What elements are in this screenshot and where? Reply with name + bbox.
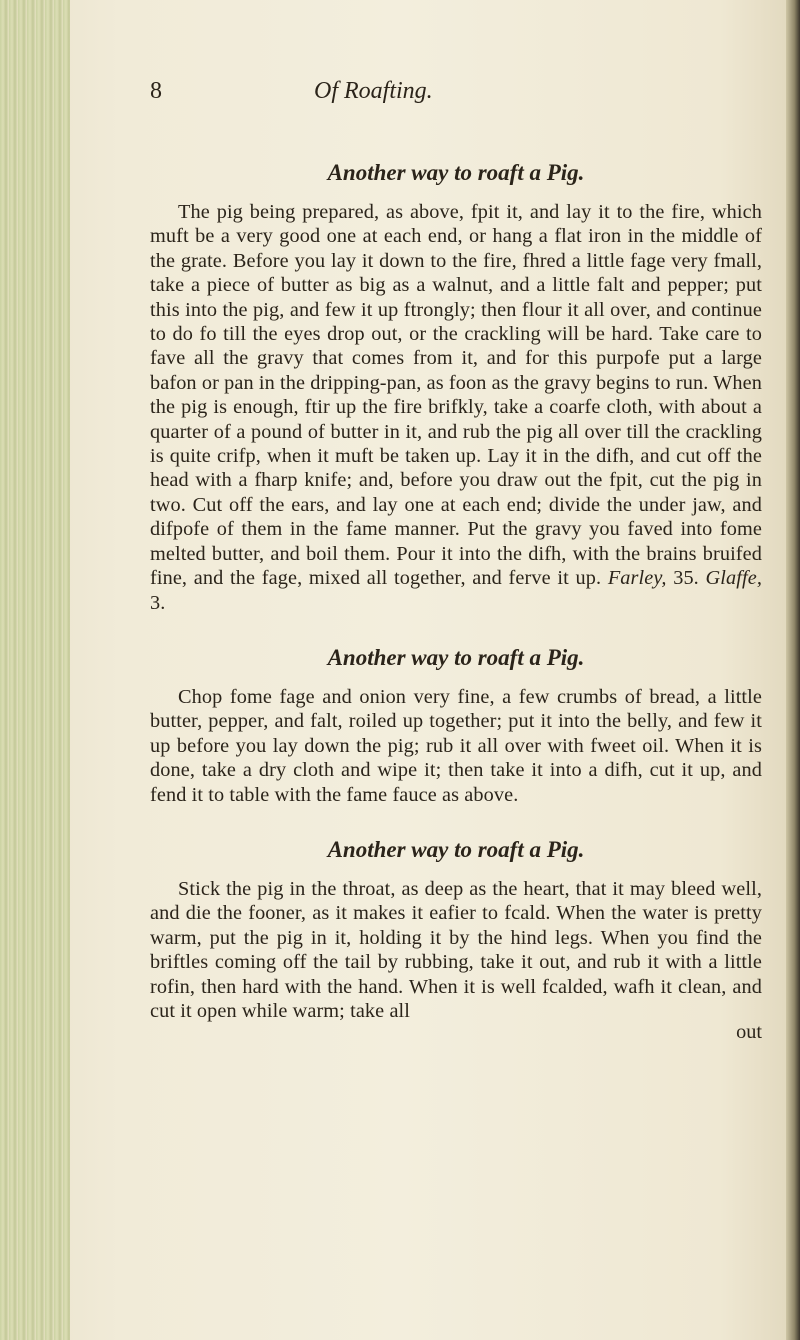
section-body-2: Chop fome fage and onion very fine, a few crumbs of bread, a little butter, pepper, and falt, roiled up together; put it into the belly, and few it up before you lay down the pig; rub it all over with fweet oil. When it is done, take a dry cloth and wipe it; then take it into a difh, cut it up, and fend it to table with the fame fauce as above. — [150, 685, 762, 806]
section-body-1-text: The pig being prepared, as above, fpit it, and lay it to the fire, which muft be a very good one at each end, or hang a flat iron in the middle of the grate. Before you lay it down to the fire, fhred a little fage very fmall, take a piece of butter as big as a walnut, and a little falt and pepper; put this into the pig, and few it up ftrongly; then flour it all over, and continue to do fo till the eyes drop out, or the crackling will be hard. Take care to fave all the gravy that comes from it, and for this purpofe put a large bafon or pan in the dripping-pan, as foon as the gravy begins to run. When the pig is enough, ftir up the fire brifkly, take a coarfe cloth, with about a quarter of a pound of butter in it, and rub the pig all over till the crackling is quite crifp, when it muft be taken up. Lay it in the difh, and cut off the head with a fharp knife; and, before you draw out the fpit, cut the pig in two. Cut off the ears, and lay one at each end; divide the under jaw, and difpofe of them in the fame manner. Put the gravy you faved into fome melted butter, and boil them. Pour it into the difh, with the brains bruifed fine, and the fage, mixed all together, and ferve it up. — [150, 201, 762, 590]
page-number: 8 — [150, 78, 162, 104]
page-content — [150, 78, 762, 1044]
running-head: Of Roafting. — [314, 78, 433, 104]
citation-glaffe: Glaffe, — [705, 567, 762, 590]
catchword: out — [736, 1021, 762, 1044]
citation-farley-page: 35. — [666, 567, 706, 590]
binding-gutter — [0, 0, 70, 1340]
citation-glaffe-page: 3. — [150, 591, 166, 614]
section-body-1 — [150, 200, 762, 615]
section-title-2: Another way to roaft a Pig. — [327, 644, 585, 670]
section-title-1: Another way to roaft a Pig. — [327, 160, 585, 185]
citation-farley: Farley, — [607, 567, 667, 590]
page-header — [150, 78, 762, 118]
section-title-3: Another way to roaft a Pig. — [327, 836, 585, 862]
page-edge-shadow — [786, 0, 800, 1340]
section-body-3: Stick the pig in the throat, as deep as the heart, that it may bleed well, and die the fooner, as it makes it eafier to fcald. When the water is pretty warm, put the pig in it, holding it by the hind legs. When you find the briftles coming off the tail by rubbing, take it out, and rub it with a little rofin, then hard with the hand. When it is well fcalded, wafh it clean, and cut it open while warm; take all — [150, 877, 762, 1022]
